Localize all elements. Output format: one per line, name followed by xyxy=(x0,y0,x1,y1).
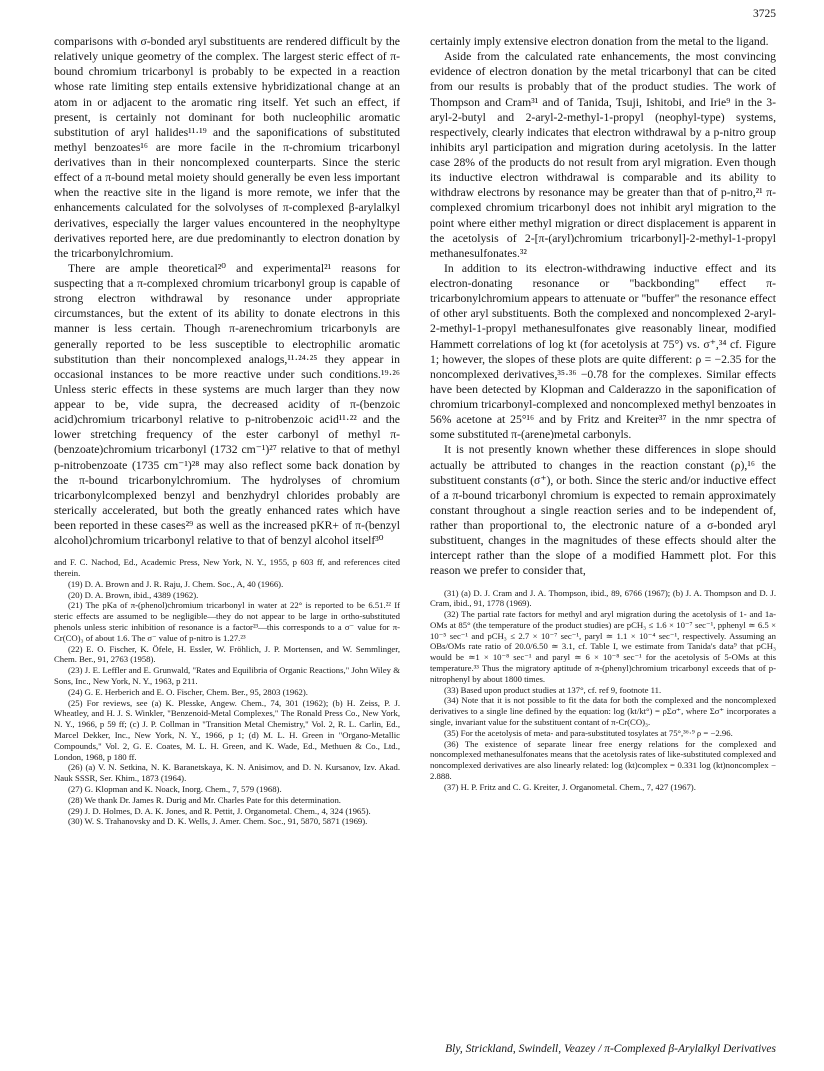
footnote: (34) Note that it is not possible to fit the data for both the complexed and the noncomplexed derivatives to a single line defined by the equation: log (kt/kt°) = ρΣσ⁺, where Σσ⁺ incorporates a single, invariant value for the substituent contant of π-Cr(CO)₃. xyxy=(430,695,776,728)
body-paragraph: comparisons with σ-bonded aryl substituents are rendered difficult by the relatively unique geometry of the complex. The largest steric effect of π-bound chromium tricarbonyl is probably to be expected in a reaction whose rate limiting step entails extensive hybridizational change at an atom in or adjacent to the aromatic ring itself. Yet such an effect, if present, is certainly not dominant for both nucleophilic aromatic substitution of aryl halides¹¹·¹⁹ and the saponifications of substituted methyl benzoates¹⁶ are more facile in the π-chromium tricarbonyl derivatives than in their noncomplexed counterparts. Since the steric effect of a π-bound metal moiety should generally be even less important when the reactive site in the ligand is more remote, we infer that the enhancements calculated for the solvolyses of π-complexed β-arylalkyl derivatives, especially the larger values encountered in the neophyltype derivatives reported here, are due predominantly to electron donation by the tricarbonylchromium. xyxy=(54,35,400,260)
footnotes-left xyxy=(54,557,400,827)
running-footer: Bly, Strickland, Swindell, Veazey / π-Complexed β-Arylalkyl Derivatives xyxy=(445,1043,776,1055)
footnote: (33) Based upon product studies at 137°, cf. ref 9, footnote 11. xyxy=(444,684,662,695)
footnote: (32) The partial rate factors for methyl and aryl migration during the acetolysis of 1- and 1a-OMs at 85° (the temperature of the product studies) are pCH₃ ≤ 1.6 × 10⁻⁷ sec⁻¹, pphenyl ≃ 6.5 × 10⁻⁵ sec⁻¹ and pCH₃ ≤ 2.7 × 10⁻⁷ sec⁻¹, paryl ≃ 1.1 × 10⁻⁴ sec⁻¹, respectively. Assuming an OBs/OMs rate ratio of 20.0/6.50 ≃ 3.1, cf. Table I, we estimate from Tanida's data⁹ that pCH₃ would be ≃1 × 10⁻⁸ sec⁻¹ and paryl ≃ 6 × 10⁻⁸ sec⁻¹ for the acetolysis of 5-OMs at this temperature.³³ Thus the migratory aptitude of π-(phenyl)chromium tricarbonyl exceeds that of p-nitrophenyl by about 1800 times. xyxy=(430,609,776,684)
footnote: (25) For reviews, see (a) K. Plesske, Angew. Chem., 74, 301 (1962); (b) H. Zeiss, P. J. Wheatley, and H. J. S. Winkler, "Benzenoid-Metal Complexes," The Ronald Press Co., New York, N. Y., 1966, p 59 ff; (c) J. P. Collman in "Transition Metal Chemistry," Vol. 2, R. L. Carlin, Ed., Marcel Dekker, Inc., New York, N. Y., 1966, p 1; (d) M. L. H. Green in "Organo-Metallic Compounds," Vol. 2, G. E. Coates, M. L. H. Green, and K. Wade, Ed., Methuen & Co., Ltd., London, 1968, p 180 ff. xyxy=(54,697,400,762)
footnote: (36) The existence of separate linear free energy relations for the complexed and noncomplexed methanesulfonates means that the acetolysis rates of like-substituted complexed and noncomplexed derivatives are also linearly related: log (kt)complex = 0.331 log (kt)noncomplex − 2.888. xyxy=(430,738,776,782)
right-column xyxy=(430,34,776,793)
body-paragraph: certainly imply extensive electron donation from the metal to the ligand. xyxy=(430,35,769,48)
footnote: (28) We thank Dr. James R. Durig and Mr. Charles Pate for this determination. xyxy=(68,794,341,805)
body-paragraph: It is not presently known whether these differences in slope should actually be attributed to changes in the reaction constant (ρ),¹⁶ the substituent constants (σ⁺), or both. Since the steric and/or inductive effect of a π-bound tricarbonyl chromium is expected to remain approximately constant throughout a single reaction series and to be independent of, rather than proportional to, the electronic nature of a σ-bonded aryl substituent, changes in the magnitudes of these effects should alter the intercept rather than the slope of a modified Hammett plot. For this reason we prefer to consider that, xyxy=(430,443,776,578)
left-column xyxy=(54,34,400,827)
footnote: (23) J. E. Leffler and E. Grunwald, "Rates and Equilibria of Organic Reactions," John Wiley & Sons, Inc., New York, N. Y., 1963, p 211. xyxy=(54,665,400,687)
body-paragraph: There are ample theoretical²⁰ and experimental²¹ reasons for suspecting that a π-complexed chromium tricarbonyl group is capable of strong electron withdrawal by resonance under appropriate circumstances, but the extent of its ability to donate electrons in this manner is less certain. Though π-arenechromium tricarbonyls are generally reported to be less susceptible to electrophilic aromatic substitution than their noncomplexed analogs,¹¹·²⁴·²⁵ they appear in occasional instances to be more reactive under such conditions.¹⁹·²⁶ Unless steric effects in these systems are much larger than they now appear to be, vide supra, the decreased acidity of π-(benzoic acid)chromium tricarbonyl relative to p-nitrobenzoic acid¹¹·²² and the lower stretching frequency of the ester carbonyl of methyl π-(benzoate)chromium tricarbonyl (1732 cm⁻¹)²⁷ relative to that of methyl p-nitrobenzoate (1735 cm⁻¹)²⁸ may also reflect some back donation by the π-bound tricarbonylchromium. The hydrolyses of chromium tricarbonylcomplexed benzyl and benzhydryl chlorides probably are sterically accelerated, but both the greatly enhanced rates which have been reported in these cases²⁹ as well as the increased pKR+ of π-(benzyl alcohol)chromium tricarbonyl relative to that of benzyl alcohol itself³⁰ xyxy=(54,261,400,548)
footnote: (29) J. D. Holmes, D. A. K. Jones, and R. Pettit, J. Organometal. Chem., 4, 324 (1965). xyxy=(68,805,371,816)
body-paragraph: In addition to its electron-withdrawing inductive effect and its electron-donating resonance or "backbonding" effect π-tricarbonylchromium appears to attenuate or "buffer" the resonance effect of other aryl substituents. Both the complexed and noncomplexed 2-aryl-2-methyl-1-propyl methanesulfonates give reasonably linear, modified Hammett correlations of log kt (for acetolysis at 75°) vs. σ⁺,³⁴ cf. Figure 1; however, the slopes of these plots are quite different: ρ = −2.35 for the noncomplexed derivatives,³⁵·³⁶ −0.78 for the complexes. Similar effects have been detected by Klopman and Calderazzo in the saponification of chromium tricarbonyl-complexed and noncomplexed methyl benzoates in 56% acetone at 25°¹⁶ and by Fritz and Kreiter³⁷ in the nmr spectra of some substituted π-(arene)metal carbonyls. xyxy=(430,261,776,442)
footnote: (30) W. S. Trahanovsky and D. K. Wells, J. Amer. Chem. Soc., 91, 5870, 5871 (1969). xyxy=(68,816,368,827)
footnote: (27) G. Klopman and K. Noack, Inorg. Chem., 7, 579 (1968). xyxy=(68,783,282,794)
body-paragraph: Aside from the calculated rate enhancements, the most convincing evidence of electron donation by the metal tricarbonyl that can be cited from our results is probably that of the product studies. The work of Thompson and Cram³¹ and of Tanida, Tsuji, Ishitobi, and Irie⁹ in the 3-aryl-2-butyl and 2-aryl-2-methyl-1-propyl (neophyl-type) systems, respectively, clearly indicates that electron withdrawal by a p-nitro group inhibits aryl participation and migration during acetolysis. In the latter case 28% of the products do not result from aryl migration. Even though its inductive electron withdrawal is comparable and its ability to withdraw electrons by resonance may be greater than that of p-nitro,²¹ π-complexed chromium tricarbonyl does not inhibit aryl migration to the point where either methyl migration or direct displacement is apparent in the acetolysis of 2-[π-(aryl)chromium tricarbonyl]-2-methyl-1-propyl methanesulfonates.³² xyxy=(430,50,776,260)
footnote: (19) D. A. Brown and J. R. Raju, J. Chem. Soc., A, 40 (1966). xyxy=(68,578,284,589)
footnote: (21) The pKa of π-(phenol)chromium tricarbonyl in water at 22° is reported to be 6.51.²² If steric effects are assumed to be negligible—they do not appear to be large in ortho-substituted phenols unless steric inhibition of resonance is a factor²³—this corresponds to a σ⁻ value for π-Cr(CO)₃ of about 1.6. The σ⁻ value of p-nitro is 1.27.²³ xyxy=(54,600,400,643)
footnote: (20) D. A. Brown, ibid., 4389 (1962). xyxy=(68,589,199,600)
footnotes-right xyxy=(430,588,776,793)
footnote: (24) G. E. Herberich and E. O. Fischer, Chem. Ber., 95, 2803 (1962). xyxy=(68,686,308,697)
footnote: (22) E. O. Fischer, K. Öfele, H. Essler, W. Fröhlich, J. P. Mortensen, and W. Semmlinger, Chem. Ber., 91, 2763 (1958). xyxy=(54,643,400,665)
footnote: (31) (a) D. J. Cram and J. A. Thompson, ibid., 89, 6766 (1967); (b) J. A. Thompson and D. J. Cram, ibid., 91, 1778 (1969). xyxy=(430,587,776,609)
page-number: 3725 xyxy=(753,8,776,20)
footnote: (37) H. P. Fritz and C. G. Kreiter, J. Organometal. Chem., 7, 427 (1967). xyxy=(444,781,696,792)
footnote: (35) For the acetolysis of meta- and para-substituted tosylates at 75°,³⁶·⁹ ρ = −2.96. xyxy=(444,727,733,738)
footnote: (26) (a) V. N. Setkina, N. K. Baranetskaya, K. N. Anisimov, and D. N. Kursanov, Izv. Akad. Nauk SSSR, Ser. Khim., 1873 (1964). xyxy=(54,762,400,784)
footnote: and F. C. Nachod, Ed., Academic Press, New York, N. Y., 1955, p 603 ff, and references cited therein. xyxy=(54,557,400,579)
